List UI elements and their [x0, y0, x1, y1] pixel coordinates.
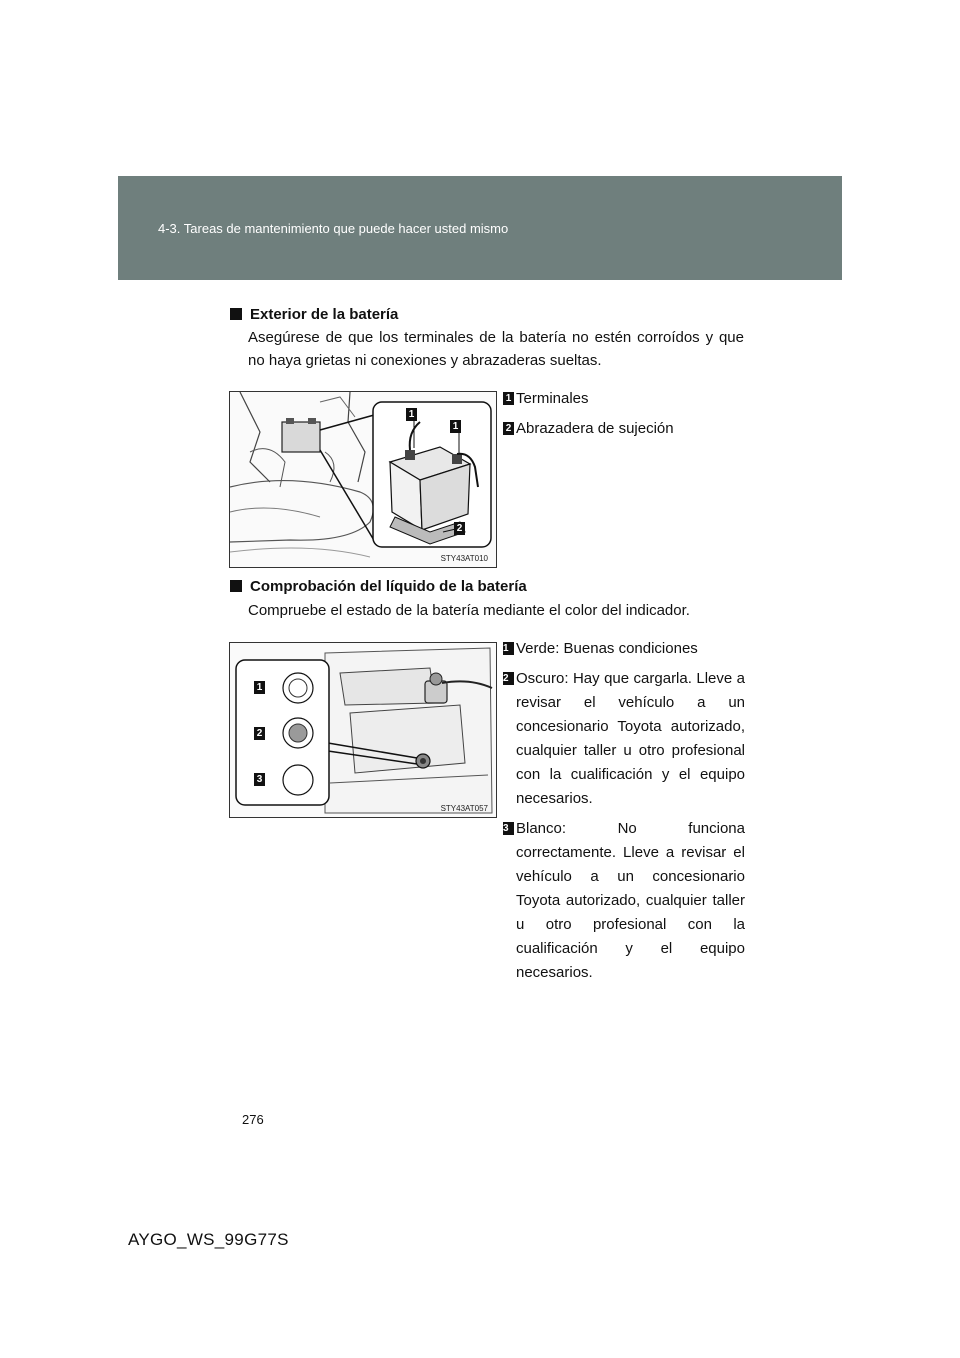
legend-item: 3 Blanco: No funciona correctamente. Lleve a revisar el vehículo a un concesionario Toyota autorizado, cualquier taller u otro profesional con la cualificación y el equipo necesarios. — [503, 820, 745, 981]
callout-1: 1 — [254, 681, 265, 694]
square-bullet-icon — [230, 308, 242, 320]
legend-battery-fluid — [503, 637, 745, 991]
callout-2: 2 — [454, 522, 465, 535]
legend-battery-exterior — [503, 387, 748, 447]
figure-code: STY43AT010 — [440, 554, 488, 563]
callout-3: 3 — [254, 773, 265, 786]
chapter-header-band — [118, 176, 842, 280]
section-body-battery-fluid: Compruebe el estado de la batería mediante el color del indicador. — [248, 602, 690, 619]
battery-indicator-figure — [229, 642, 497, 818]
legend-item: 2 Oscuro: Hay que cargarla. Lleve a revisar el vehículo a un concesionario Toyota autorizado, cualquier taller u otro profesional con la cualificación y el equipo necesarios. — [503, 670, 745, 807]
document-code: AYGO_WS_99G77S — [128, 1230, 289, 1249]
section-title: 4-3. Tareas de mantenimiento que puede hacer usted mismo — [158, 221, 509, 236]
legend-number: 2 — [503, 422, 514, 435]
figure-code: STY43AT057 — [440, 804, 488, 813]
battery-engine-bay-illustration — [230, 392, 496, 567]
section-body-battery-exterior: Asegúrese de que los terminales de la batería no estén corroídos y que no haya grietas ni conexiones y abrazaderas sueltas. — [248, 329, 744, 369]
callout-1b: 1 — [450, 420, 461, 433]
legend-number: 3 — [503, 822, 514, 835]
battery-exterior-figure — [229, 391, 497, 568]
legend-item: 1 Terminales — [503, 387, 748, 411]
legend-number: 2 — [503, 672, 514, 685]
callout-2: 2 — [254, 727, 265, 740]
square-bullet-icon — [230, 580, 242, 592]
page-number: 276 — [242, 1112, 264, 1127]
legend-item: 2 Abrazadera de sujeción — [503, 417, 748, 441]
callout-1a: 1 — [406, 408, 417, 421]
legend-number: 1 — [503, 642, 514, 655]
section-heading-battery-fluid: Comprobación del líquido de la batería — [230, 578, 527, 595]
section-heading-battery-exterior: Exterior de la batería — [230, 306, 398, 323]
legend-item: 1 Verde: Buenas condiciones — [503, 640, 698, 657]
legend-number: 1 — [503, 392, 514, 405]
battery-indicator-illustration — [230, 643, 496, 817]
